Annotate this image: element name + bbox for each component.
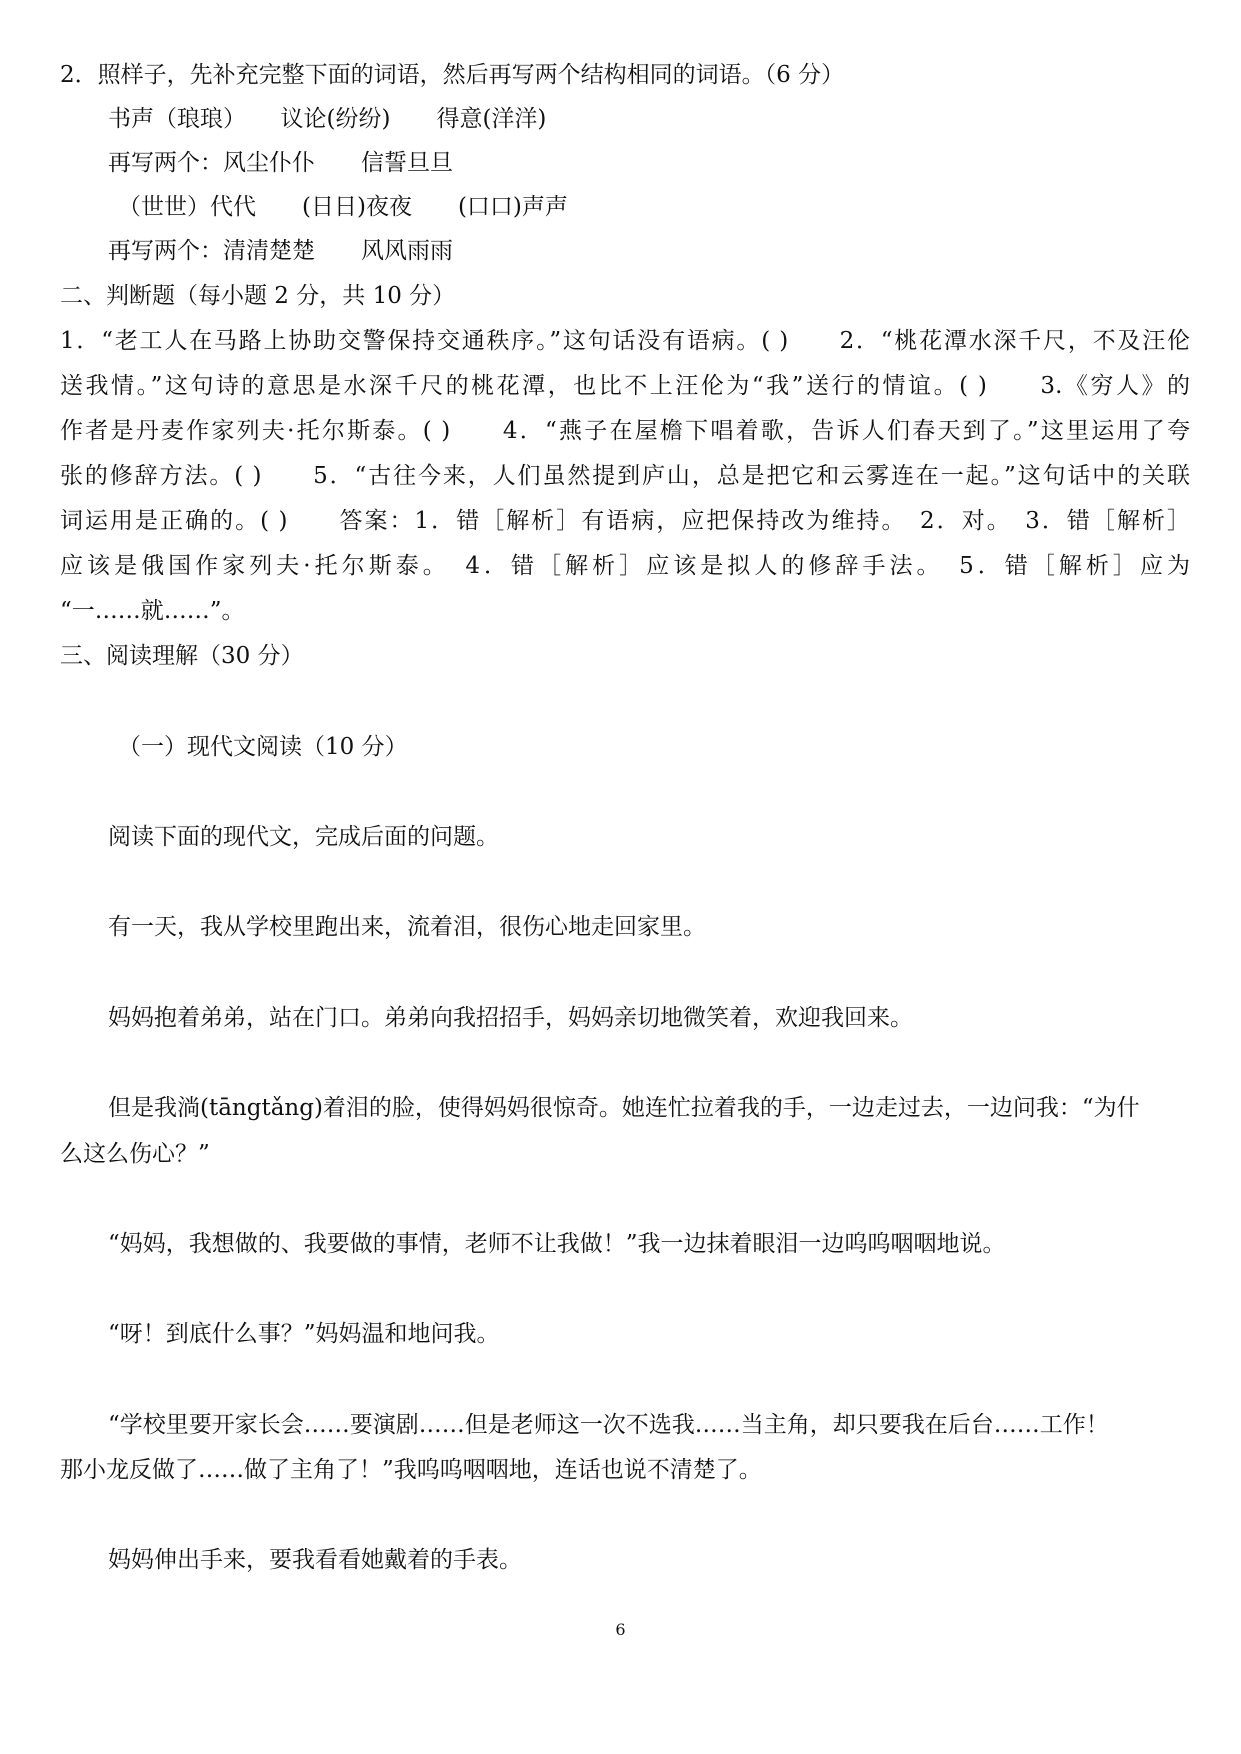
section2-line: 1．“老工人在马路上协助交警保持交通秩序。”这句话没有语病。( ) 2．“桃花潭水深千尺，不及汪伦 [60,328,1190,354]
section2-line: 应该是俄国作家列夫·托尔斯泰。 4．错［解析］应该是拟人的修辞手法。 5．错［解析］应为 [60,553,1190,579]
passage-paragraph: 但是我淌(tāngtǎng)着泪的脸，使得妈妈很惊奇。她连忙拉着我的手，一边走过去，一边问我：“为什 [108,1095,1140,1121]
passage-paragraph: 妈妈伸出手来，要我看看她戴着的手表。 [108,1547,522,1573]
reading-instruction: 阅读下面的现代文，完成后面的问题。 [108,824,499,850]
page-number: 6 [615,1620,626,1639]
passage-paragraph: “呀！到底什么事？”妈妈温和地问我。 [108,1321,500,1347]
passage-paragraph: 么这么伤心？” [60,1141,210,1167]
q2-row3: （世世）代代 (日日)夜夜 (口口)声声 [118,194,568,220]
section3-subheading: （一）现代文阅读（10 分） [118,734,408,760]
passage-paragraph: “妈妈，我想做的、我要做的事情，老师不让我做！”我一边抹着眼泪一边呜呜咽咽地说。 [108,1231,1006,1257]
section2-heading: 二、判断题（每小题 2 分，共 10 分） [60,283,456,309]
q2-row4: 再写两个：清清楚楚 风风雨雨 [108,238,453,264]
section2-line: 作者是丹麦作家列夫·托尔斯泰。( ) 4．“燕子在屋檐下唱着歌，告诉人们春天到了。”这里运用了夸 [60,418,1190,444]
passage-paragraph: 那小龙反做了……做了主角了！”我呜呜咽咽地，连话也说不清楚了。 [60,1457,762,1483]
q2-row1: 书声（琅琅） 议论(纷纷) 得意(洋洋) [108,106,547,132]
passage-paragraph: “学校里要开家长会……要演剧……但是老师这一次不选我……当主角，却只要我在后台……工作！ [108,1412,1109,1438]
section3-heading: 三、阅读理解（30 分） [60,643,304,669]
passage-paragraph: 妈妈抱着弟弟，站在门口。弟弟向我招招手，妈妈亲切地微笑着，欢迎我回来。 [108,1005,913,1031]
section2-line: 词运用是正确的。( ) 答案：1．错［解析］有语病，应把保持改为维持。 2．对。 3．错［解析］ [60,508,1190,534]
q2-title: 2．照样子，先补充完整下面的词语，然后再写两个结构相同的词语。（6 分） [60,62,845,88]
section2-line: 张的修辞方法。( ) 5．“古往今来，人们虽然提到庐山，总是把它和云雾连在一起。”这句话中的关联 [60,463,1190,489]
section2-line: 送我情。”这句诗的意思是水深千尺的桃花潭，也比不上汪伦为“我”送行的情谊。( ) 3.《穷人》的 [60,373,1190,399]
passage-paragraph: 有一天，我从学校里跑出来，流着泪，很伤心地走回家里。 [108,914,706,940]
q2-row2: 再写两个：风尘仆仆 信誓旦旦 [108,150,453,176]
section2-line: “一……就……”。 [60,598,245,624]
